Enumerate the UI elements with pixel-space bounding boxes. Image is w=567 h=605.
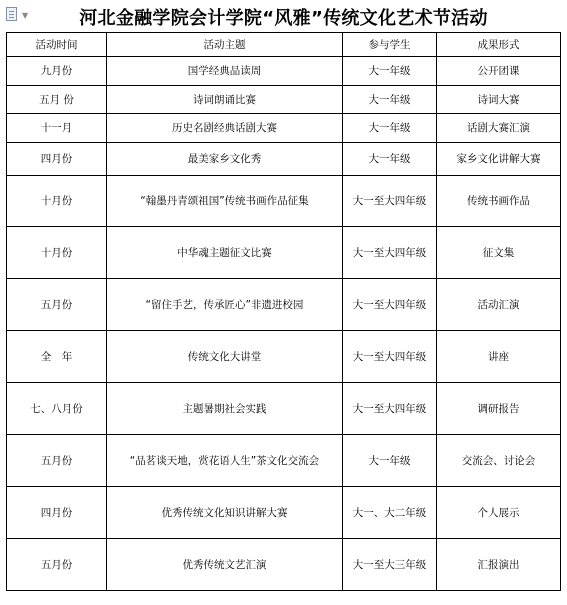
cell-outcome: 个人展示 bbox=[437, 487, 561, 539]
table-header-row bbox=[7, 33, 561, 57]
cell-participants: 大一、大二年级 bbox=[343, 487, 437, 539]
document-title: 河北金融学院会计学院“风雅”传统文化艺术节活动 bbox=[79, 8, 488, 29]
cell-outcome: 交流会、讨论会 bbox=[437, 435, 561, 487]
cell-outcome: 公开团课 bbox=[437, 57, 561, 86]
table-row bbox=[7, 279, 561, 331]
cell-outcome: 传统书画作品 bbox=[437, 176, 561, 227]
cell-participants: 大一至大四年级 bbox=[343, 331, 437, 383]
cell-theme: 主题暑期社会实践 bbox=[107, 383, 343, 435]
cell-theme: “翰墨丹青颂祖国”传统书画作品征集 bbox=[107, 176, 343, 227]
cell-participants: 大一年级 bbox=[343, 114, 437, 143]
cell-time: 四月份 bbox=[7, 487, 107, 539]
cell-time: 五月 份 bbox=[7, 86, 107, 114]
chevron-down-icon[interactable]: ▼ bbox=[22, 11, 29, 20]
header-cell-outcome: 成果形式 bbox=[437, 33, 561, 57]
table-row bbox=[7, 143, 561, 176]
cell-time: 十月份 bbox=[7, 176, 107, 227]
cell-theme: “品茗谈天地，赏花语人生”茶文化交流会 bbox=[107, 435, 343, 487]
cell-time: 十一月 bbox=[7, 114, 107, 143]
cell-outcome: 汇报演出 bbox=[437, 539, 561, 591]
cell-theme: 诗词朗诵比赛 bbox=[107, 86, 343, 114]
cell-outcome: 活动汇演 bbox=[437, 279, 561, 331]
table-row bbox=[7, 331, 561, 383]
cell-time: 五月份 bbox=[7, 435, 107, 487]
cell-theme: 历史名剧经典话剧大赛 bbox=[107, 114, 343, 143]
cell-participants: 大一年级 bbox=[343, 57, 437, 86]
cell-outcome: 话剧大赛汇演 bbox=[437, 114, 561, 143]
table-row bbox=[7, 86, 561, 114]
activity-table bbox=[6, 32, 561, 591]
cell-theme: “留住手艺，传承匠心”非遗进校园 bbox=[107, 279, 343, 331]
cell-theme: 国学经典品读周 bbox=[107, 57, 343, 86]
cell-participants: 大一至大三年级 bbox=[343, 539, 437, 591]
cell-outcome: 调研报告 bbox=[437, 383, 561, 435]
cell-participants: 大一至大四年级 bbox=[343, 279, 437, 331]
cell-participants: 大一至大四年级 bbox=[343, 383, 437, 435]
cell-time: 九月份 bbox=[7, 57, 107, 86]
header-cell-participants: 参与学生 bbox=[343, 33, 437, 57]
cell-outcome: 征文集 bbox=[437, 227, 561, 279]
table-row bbox=[7, 435, 561, 487]
table-row bbox=[7, 383, 561, 435]
cell-theme: 传统文化大讲堂 bbox=[107, 331, 343, 383]
cell-time: 五月份 bbox=[7, 539, 107, 591]
table-row bbox=[7, 176, 561, 227]
cell-participants: 大一至大四年级 bbox=[343, 176, 437, 227]
header-cell-time: 活动时间 bbox=[7, 33, 107, 57]
table-row bbox=[7, 487, 561, 539]
title-bar bbox=[0, 0, 567, 30]
header-cell-theme: 活动主题 bbox=[107, 33, 343, 57]
cell-participants: 大一年级 bbox=[343, 143, 437, 176]
cell-participants: 大一年级 bbox=[343, 86, 437, 114]
table-row bbox=[7, 539, 561, 591]
cell-theme: 优秀传统文化知识讲解大赛 bbox=[107, 487, 343, 539]
table-row bbox=[7, 114, 561, 143]
table-row bbox=[7, 57, 561, 86]
cell-time: 四月份 bbox=[7, 143, 107, 176]
cell-outcome: 诗词大赛 bbox=[437, 86, 561, 114]
cell-time: 十月份 bbox=[7, 227, 107, 279]
cell-theme: 优秀传统文艺汇演 bbox=[107, 539, 343, 591]
table-row bbox=[7, 227, 561, 279]
cell-time: 全 年 bbox=[7, 331, 107, 383]
cell-theme: 中华魂主题征文比赛 bbox=[107, 227, 343, 279]
cell-theme: 最美家乡文化秀 bbox=[107, 143, 343, 176]
cell-participants: 大一至大四年级 bbox=[343, 227, 437, 279]
cell-outcome: 家乡文化讲解大赛 bbox=[437, 143, 561, 176]
cell-outcome: 讲座 bbox=[437, 331, 561, 383]
cell-time: 五月份 bbox=[7, 279, 107, 331]
cell-participants: 大一年级 bbox=[343, 435, 437, 487]
cell-time: 七、八月份 bbox=[7, 383, 107, 435]
